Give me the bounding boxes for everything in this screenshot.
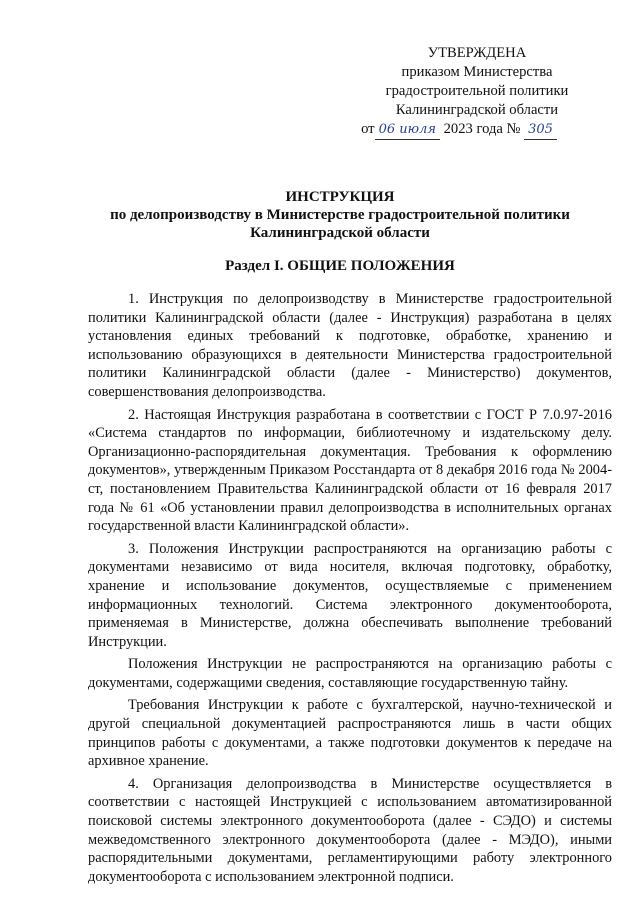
approval-order-line: приказом Министерства: [401, 64, 553, 80]
paragraph-3: 3. Положения Инструкции распространяются на организацию работы с документами независимо от вида носителя, включая подготовку, обработку, хранение и использование документов, осуществляемые с применением информационных технологий. Система электронного документооборота, применяемая в Министерстве, должна обеспечивать выполнение требований Инструкции.: [88, 540, 612, 650]
document-title: ИНСТРУКЦИЯ: [285, 189, 395, 205]
approval-region-line: Калининградской области: [395, 102, 559, 118]
paragraph-4: 4. Организация делопроизводства в Министерстве осуществляется в соответствии с настоящей Инструкцией с использованием автоматизированной поисковой системы электронного документооборота (далее - СЭДО) и системы межведомственного электронного документооборота (далее - МЭДО), иными распорядительными документами, регламентирующими работу электронного документооборота с использованием электронной подписи.: [88, 775, 612, 885]
handwritten-number: 305: [524, 120, 557, 140]
document-subtitle-line2: Калининградской области: [250, 225, 430, 241]
document-body: [88, 290, 612, 890]
date-prefix: от: [361, 121, 375, 137]
approval-ministry-line: градостроительной политики: [385, 83, 569, 99]
year-text: 2023 года №: [443, 121, 521, 137]
paragraph-1: 1. Инструкция по делопроизводству в Министерстве градостроительной политики Калининградской области (далее - Инструкция) разработана в целях установления единых требований к подготовке, обработке, хранению и использованию образующихся в деятельности Министерства градостроительной политики Калининградской области (далее - Министерство) документов, совершенствования делопроизводства.: [88, 291, 612, 400]
paragraph-2: 2. Настоящая Инструкция разработана в соответствии с ГОСТ Р 7.0.97-2016 «Система стандартов по информации, библиотечному и издательскому делу. Организационно-распорядительная документация. Требования к оформлению документов», утвержденным Приказом Росстандарта от 8 декабря 2016 года № 2004-ст, постановлением Правительства Калининградской области от 16 февраля 2017 года № 61 «Об установлении правил делопроизводства в исполнительных органах государственной власти Калининградской области».: [88, 406, 612, 535]
approval-status: УТВЕРЖДЕНА: [427, 45, 527, 61]
handwritten-date: 06 июля: [375, 120, 440, 140]
paragraph-3-note-1: Положения Инструкции не распространяются на организацию работы с документами, содержащими сведения, составляющие государственную тайну.: [88, 656, 612, 691]
section-heading: Раздел I. ОБЩИЕ ПОЛОЖЕНИЯ: [225, 258, 455, 274]
approval-block: [352, 44, 602, 140]
approval-date-line: [334, 120, 584, 140]
document-subtitle-line1: по делопроизводству в Министерстве градостроительной политики: [110, 207, 570, 223]
paragraph-3-note-2: Требования Инструкции к работе с бухгалтерской, научно-технической и другой специальной документацией распространяются лишь в части общих принципов работы с документами, а также подготовки документов к передаче на архивное хранение.: [88, 697, 612, 770]
